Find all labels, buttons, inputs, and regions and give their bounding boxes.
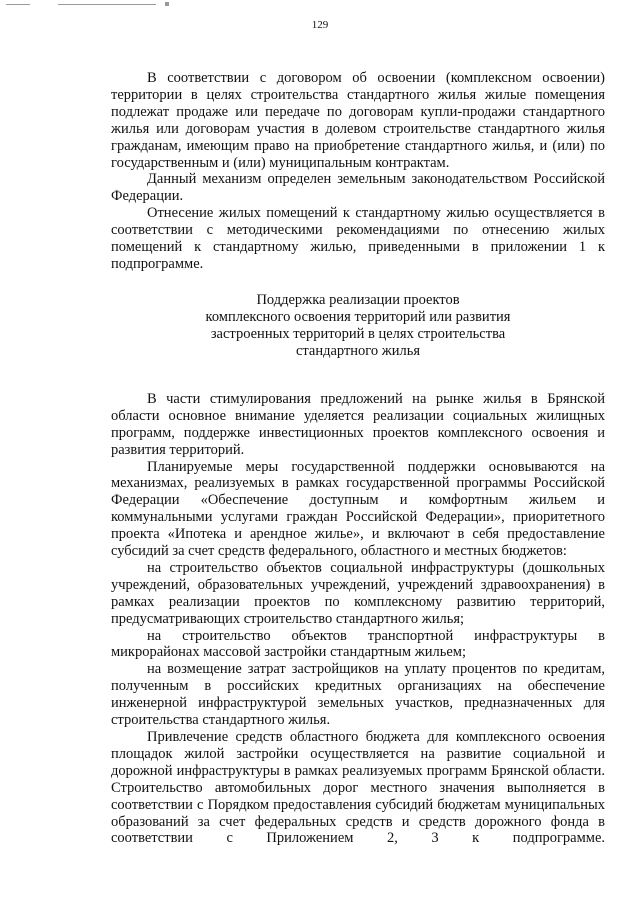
list-item-paragraph: на строительство объектов транспортной инфраструктуры в микрорайонах массовой застройки стандартным жильем; [111,627,605,661]
scan-artifact-line [58,4,156,5]
page-number: 129 [311,19,329,31]
scan-artifact-line [6,4,30,5]
heading-line: комплексного освоения территорий или развития [205,308,511,325]
paragraph: Привлечение средств областного бюджета для комплексного освоения площадок жилой застройки осуществляется на развитие социальной и дорожной инфраструктуры в рамках реализуемых программ Брянской области. Строительство автомобильных дорог местного значения выполняется в соответствии с Порядком предоставления субсидий бюджетам муниципальных образований за счет федеральных средств и средств дорожного фонда в соответствии с Приложением 2, 3 к подпрограмме. [111,729,605,847]
paragraph: Планируемые меры государственной поддержки основываются на механизмах, реализуемых в рамках государственной программы Российской Федерации «Обеспечение доступным и комфортным жильем и коммунальными услугами граждан Российской Федерации», приоритетного проекта «Ипотека и арендное жилье», и включают в себя предоставление субсидий за счет средств федерального, областного и местных бюджетов: [111,458,605,560]
list-item-paragraph: на возмещение затрат застройщиков на уплату процентов по кредитам, полученным в российских кредитных организациях на обеспечение инженерной инфраструктурой земельных участков, предназначенных для строительства стандартного жилья. [111,661,605,729]
heading-line: Поддержка реализации проектов [256,291,460,308]
document-body [111,70,605,847]
paragraph: Данный механизм определен земельным законодательством Российской Федерации. [111,171,605,205]
paragraph: Отнесение жилых помещений к стандартному жилью осуществляется в соответствии с методическими рекомендациями по отнесению жилых помещений к стандартному жилью, приведенными в приложении 1 к подпрограмме. [111,205,605,272]
paragraph: В части стимулирования предложений на рынке жилья в Брянской области основное внимание уделяется реализации социальных жилищных программ, поддержке инвестиционных проектов комплексного освоения и развития территорий. [111,390,605,458]
section-heading [111,292,605,360]
scan-artifact-dot [165,2,169,6]
list-item-paragraph: на строительство объектов социальной инфраструктуры (дошкольных учреждений, образовательных учреждений, учреждений здравоохранения) в рамках реализации проектов по комплексному развитию территорий, предусматривающих строительство стандартного жилья; [111,559,605,627]
paragraph: В соответствии с договором об освоении (комплексном освоении) территории в целях строительства стандартного жилья жилые помещения подлежат продаже или передаче по договорам купли-продажи стандартного жилья или договорам участия в долевом строительстве стандартного жилья гражданам, имеющим право на приобретение стандартного жилья, и (или) по государственным и (или) муниципальным контрактам. [111,70,605,171]
heading-line: застроенных территорий в целях строительства [210,325,506,342]
heading-line: стандартного жилья [295,342,421,359]
